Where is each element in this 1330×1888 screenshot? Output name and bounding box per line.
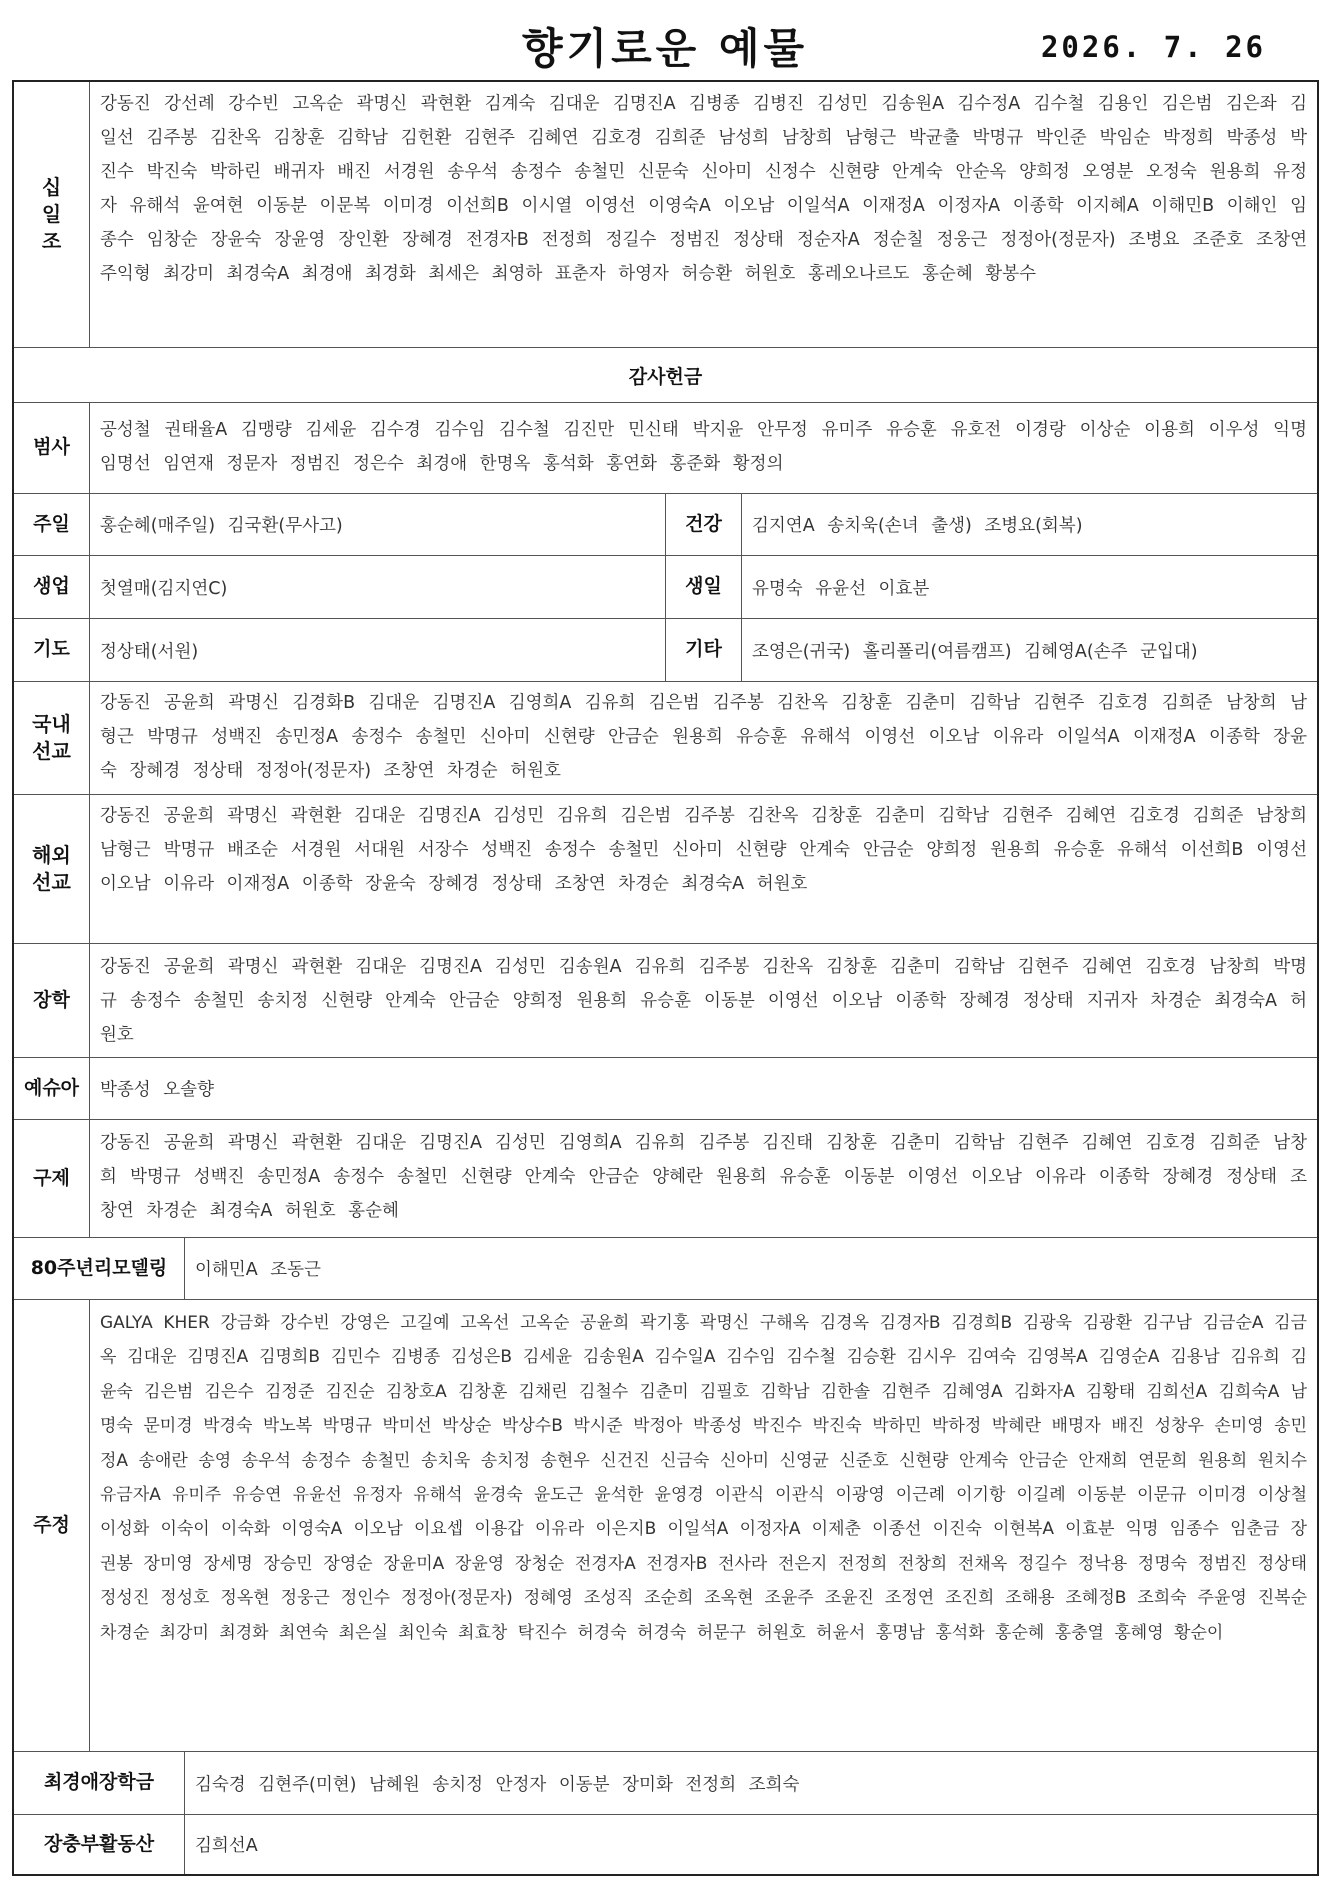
row-gido-gita [14, 618, 1317, 681]
row-beomsa [14, 402, 1317, 493]
row-janghak [14, 943, 1317, 1057]
label-guje: 구제 [14, 1120, 90, 1237]
names-jujeong: GALYA KHER 강금화 강수빈 강영은 고길예 고옥선 고옥순 공윤희 곽기홍 곽명신 구해옥 김경옥 김경자B 김경희B 김광욱 김광환 김구남 김금순A 김금옥 김대운 김명진A 김명희B 김민수 김병종 김성은B 김세윤 김송원A 김수일A 김수임 김수철 김승환 김시우 김여숙 김영복A 김영순A 김용남 김유희 김윤숙 김은범 김은수 김정준 김진순 김창호A 김창훈 김채린 김철수 김춘미 김필호 김학남 김한솔 김현주 김혜영A 김화자A 김황태 김희선A 김희숙A 남명숙 문미경 박경숙 박노복 박명규 박미선 박상순 박상수B 박시준 박정아 박종성 박진수 박진숙 박하민 박하정 박혜란 배명자 배진 성창우 손미영 송민정A 송애란 송영 송우석 송정수 송철민 송치욱 송치정 송현우 신건진 신금숙 신아미 신영균 신준호 신현량 안계숙 안금순 안재희 연문희 원용희 원치수 유금자A 유미주 유승연 유윤선 유정자 유해석 윤경숙 윤도근 윤석한 윤영경 이관식 이관식 이광영 이근례 이기항 이길례 이동분 이문규 이미경 이상철 이성화 이숙이 이숙화 이영숙A 이오남 이요셉 이용갑 이유라 이은지B 이일석A 이정자A 이제춘 이종선 이진숙 이현복A 이효분 익명 임종수 임춘금 장권봉 장미영 장세명 장승민 장영순 장윤미A 장윤영 장청순 전경자A 전경자B 전사라 전은지 전정희 전창희 전채옥 정길수 정낙용 정명숙 정범진 정상태 정성진 정성호 정옥현 정웅근 정인수 정정아(정문자) 정혜영 조성직 조순희 조옥현 조윤주 조윤진 조정연 조진희 조해용 조혜정B 조희숙 주윤영 진복순 차경순 최강미 최경화 최연숙 최은실 최인숙 최효창 탁진수 허경숙 허경숙 허문구 허원호 허윤서 홍명남 홍석화 홍순혜 홍충열 홍혜영 황순이 [100, 1313, 1307, 1643]
label-line: 해외 [32, 843, 71, 867]
label-jujeong: 주정 [14, 1300, 90, 1751]
label-sipiljo [14, 82, 90, 347]
label-haeoe [14, 795, 90, 943]
label-line: 선교 [32, 870, 71, 894]
names-sipiljo: 강동진 강선례 강수빈 고옥순 곽명신 곽현환 김계숙 김대운 김명진A 김병종 김병진 김성민 김송원A 김수정A 김수철 김용인 김은범 김은좌 김일선 김주봉 김찬옥 김창훈 김학남 김헌환 김현주 김혜연 김호경 김희준 남성희 남창희 남형근 박균출 박명규 박인준 박임순 박정희 박종성 박진수 박진숙 박하린 배귀자 배진 서경원 송우석 송정수 송철민 신문숙 신아미 신정수 신현량 안계숙 안순옥 양희정 오영분 오정숙 원용희 유정자 유해석 윤여현 이동분 이문복 이미경 이선희B 이시열 이영선 이영숙A 이오남 이일석A 이재정A 이정자A 이종학 이지혜A 이해민B 이해인 임종수 임창순 장윤숙 장윤영 장인환 장혜경 전경자B 전정희 정길수 정범진 정상태 정순자A 정순칠 정웅근 정정아(정문자) 조병요 조준호 조창연 주익형 최강미 최경숙A 최경애 최경화 최세은 최영하 표춘자 하영자 허승환 허원호 홍레오나르도 홍순혜 황봉수 [100, 94, 1307, 284]
text-gita: 조영은(귀국) 홀리폴리(여름캠프) 김혜영A(손주 군입대) [752, 641, 1198, 662]
label-gido: 기도 [14, 619, 90, 681]
cell-gita [665, 619, 1317, 681]
row-guje [14, 1119, 1317, 1237]
names-guje: 강동진 공윤희 곽명신 곽현환 김대운 김명진A 김성민 김영희A 김유희 김주봉 김진태 김창훈 김춘미 김학남 김현주 김혜연 김호경 김희준 남창희 박명규 성백진 송민정A 송정수 송철민 신현량 안계숙 안금순 양혜란 원용희 유승훈 이동분 이영선 이오남 이유라 이종학 장혜경 정상태 조창연 차경순 최경숙A 허원호 홍순혜 [100, 1133, 1307, 1221]
row-gungnae [14, 681, 1317, 794]
label-char: 십 [41, 175, 62, 199]
text-jangchung: 김희선A [195, 1836, 258, 1856]
row-yesua [14, 1057, 1317, 1119]
row-juil-geongang [14, 493, 1317, 555]
row-saengeop-saengil [14, 555, 1317, 618]
label-saengil: 생일 [666, 556, 742, 618]
row-jujeong [14, 1299, 1317, 1751]
label-yesua: 예슈아 [14, 1058, 90, 1119]
label-line: 선교 [32, 739, 71, 763]
label-jangchung: 장충부활동산 [14, 1815, 185, 1874]
section-heading: 감사헌금 [14, 347, 1317, 402]
cell-gido [14, 619, 665, 681]
label-choe-janghak: 최경애장학금 [14, 1752, 185, 1814]
label-gungnae [14, 682, 90, 794]
text-geongang: 김지연A 송치욱(손녀 출생) 조병요(회복) [752, 516, 1083, 536]
text-remodel: 이해민A 조동근 [195, 1260, 321, 1280]
label-gita: 기타 [666, 619, 742, 681]
names-haeoe: 강동진 공윤희 곽명신 곽현환 김대운 김명진A 김성민 김유희 김은범 김주봉 김찬옥 김창훈 김춘미 김학남 김현주 김혜연 김호경 김희준 남창희 남형근 박명규 배조순 서경원 서대원 서장수 성백진 송정수 송철민 신아미 신현량 안계숙 안금순 양희정 원용희 유승훈 유해석 이선희B 이영선 이오남 이유라 이재정A 이종학 장윤숙 장혜경 정상태 조창연 차경순 최경숙A 허원호 [100, 806, 1307, 894]
cell-saengil [665, 556, 1317, 618]
text-saengil: 유명숙 유윤선 이효분 [752, 578, 930, 599]
label-geongang: 건강 [666, 494, 742, 555]
label-char: 일 [41, 202, 62, 226]
text-yesua: 박종성 오솔향 [100, 1080, 214, 1100]
row-haeoe [14, 794, 1317, 943]
row-choe-janghak [14, 1751, 1317, 1814]
row-remodel [14, 1237, 1317, 1299]
text-choe-janghak: 김숙경 김현주(미현) 남혜원 송치정 안정자 이동분 장미화 전정희 조희숙 [195, 1774, 800, 1795]
text-saengeop: 첫열매(김지연C) [100, 578, 228, 599]
label-saengeop: 생업 [14, 556, 90, 618]
page-header [0, 0, 1330, 80]
label-char: 조 [41, 229, 62, 253]
label-janghak: 장학 [14, 944, 90, 1057]
text-juil: 홍순혜(매주일) 김국환(무사고) [100, 516, 343, 536]
cell-saengeop [14, 556, 665, 618]
page-title: 향기로운 예물 [521, 24, 809, 73]
label-juil: 주일 [14, 494, 90, 555]
names-beomsa: 공성철 권태율A 김맹량 김세윤 김수경 김수임 김수철 김진만 민신태 박지윤 안무정 유미주 유승훈 유호전 이경랑 이상순 이용희 이우성 익명 임명선 임연재 정문자 정범진 정은수 최경애 한명옥 홍석화 홍연화 홍준화 황정의 [100, 420, 1307, 474]
cell-juil [14, 494, 665, 555]
label-line: 국내 [32, 712, 71, 736]
cell-geongang [665, 494, 1317, 555]
label-remodel: 80주년리모델링 [14, 1238, 185, 1299]
names-janghak: 강동진 공윤희 곽명신 곽현환 김대운 김명진A 김성민 김송원A 김유희 김주봉 김찬옥 김창훈 김춘미 김학남 김현주 김혜연 김호경 남창희 박명규 송정수 송철민 송치정 신현량 안계숙 안금순 양희정 원용희 유승훈 이동분 이영선 이오남 이종학 장혜경 정상태 지귀자 차경순 최경숙A 허원호 [100, 957, 1307, 1045]
offering-table [12, 80, 1319, 1876]
text-gido: 정상태(서원) [100, 641, 199, 662]
bulletin-date: 2026. 7. 26 [1040, 30, 1266, 64]
row-sipiljo [14, 82, 1317, 347]
label-beomsa: 범사 [14, 403, 90, 493]
names-gungnae: 강동진 공윤희 곽명신 김경화B 김대운 김명진A 김영희A 김유희 김은범 김주봉 김찬옥 김창훈 김춘미 김학남 김현주 김호경 김희준 남창희 남형근 박명규 성백진 송민정A 송정수 송철민 신아미 신현량 안금순 원용희 유승훈 유해석 이영선 이오남 이유라 이일석A 이재정A 이종학 장윤숙 장혜경 정상태 정정아(정문자) 조창연 차경순 허원호 [100, 693, 1307, 781]
row-jangchung [14, 1814, 1317, 1874]
